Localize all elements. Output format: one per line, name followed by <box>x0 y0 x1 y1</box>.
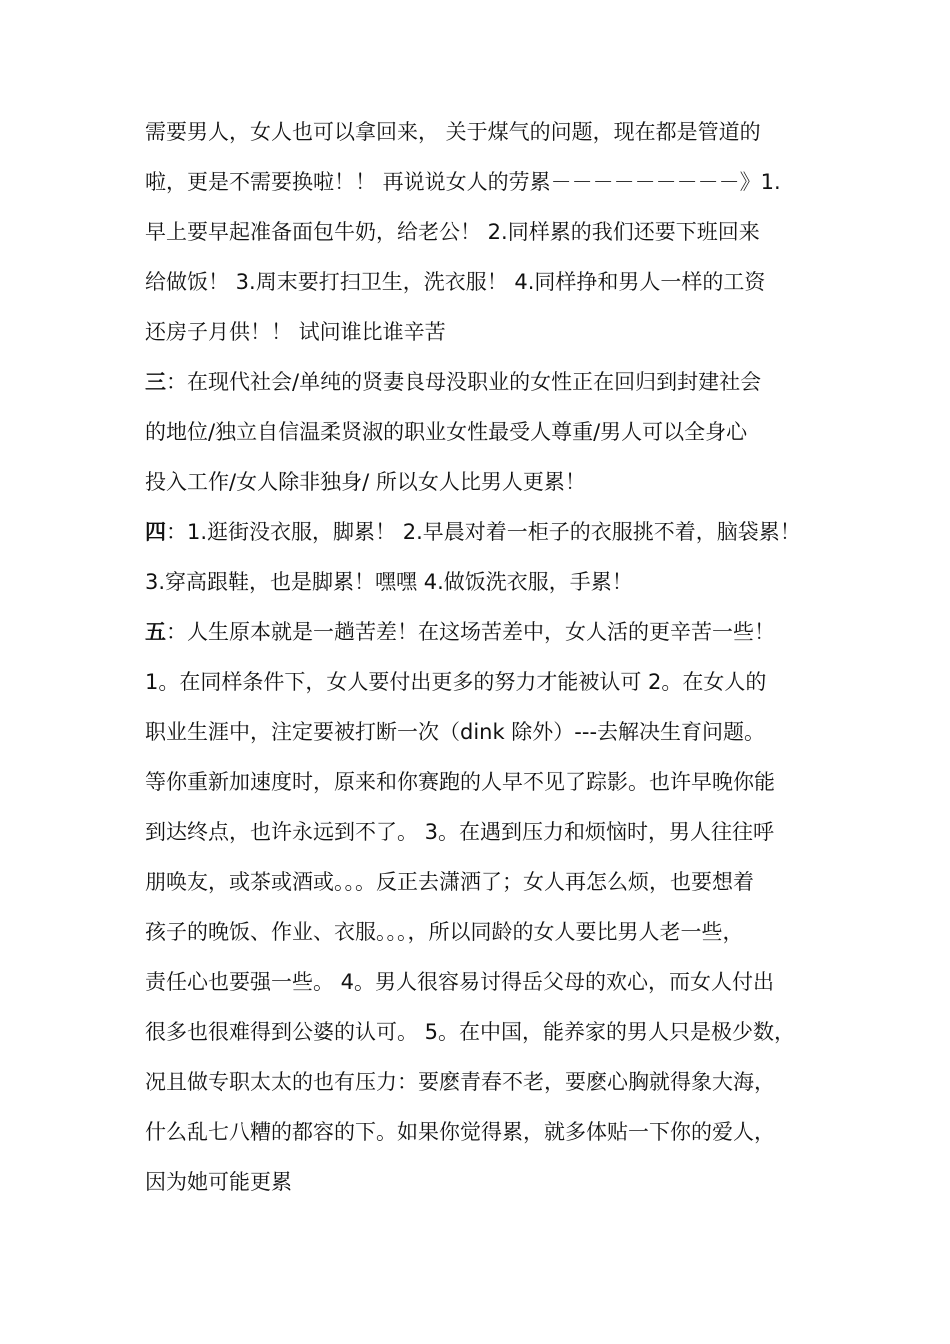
paragraph-five-first-line <box>145 607 825 657</box>
text-line: 责任心也要强一些。 4。男人很容易讨得岳父母的欢心，而女人付出 <box>145 970 775 994</box>
paragraph-label-three: 三 <box>145 370 166 394</box>
text-line: 需要男人，女人也可以拿回来， 关于煤气的问题，现在都是管道的 <box>145 120 761 144</box>
text-line: ：人生原本就是一趟苦差！在这场苦差中，女人活的更辛苦一些！ <box>166 620 775 644</box>
paragraph-four-first-line <box>145 507 825 557</box>
text-line: 什么乱七八糟的都容的下。如果你觉得累，就多体贴一下你的爱人， <box>145 1120 775 1144</box>
paragraph-label-five: 五 <box>145 620 166 644</box>
text-line: 职业生涯中，注定要被打断一次（dink 除外）---去解决生育问题。 <box>145 720 766 744</box>
text-line: 早上要早起准备面包牛奶，给老公！ 2.同样累的我们还要下班回来 <box>145 220 760 244</box>
text-line: 朋唤友，或茶或酒或。。。反正去潇洒了；女人再怎么烦，也要想着 <box>145 870 754 894</box>
text-line: 3.穿高跟鞋，也是脚累！嘿嘿 4.做饭洗衣服，手累！ <box>145 570 633 594</box>
text-line: ：在现代社会/单纯的贤妻良母没职业的女性正在回归到封建社会 <box>166 370 762 394</box>
text-line: 投入工作/女人除非独身/ 所以女人比男人更累！ <box>145 470 586 494</box>
paragraph-three-first-line <box>145 357 825 407</box>
text-line: ：1.逛街没衣服，脚累！ 2.早晨对着一柜子的衣服挑不着，脑袋累！ <box>166 520 801 544</box>
text-line: 很多也很难得到公婆的认可。 5。在中国，能养家的男人只是极少数， <box>145 1020 796 1044</box>
text-line: 孩子的晚饭、作业、衣服。。。，所以同龄的女人要比男人老一些， <box>145 920 744 944</box>
text-line: 还房子月供！！ 试问谁比谁辛苦 <box>145 320 446 344</box>
text-line: 到达终点，也许永远到不了。 3。在遇到压力和烦恼时，男人往往呼 <box>145 820 775 844</box>
text-line: 况且做专职太太的也有压力：要麽青春不老，要麽心胸就得象大海， <box>145 1070 775 1094</box>
paragraph-label-four: 四 <box>145 520 166 544</box>
text-line: 的地位/独立自信温柔贤淑的职业女性最受人尊重/男人可以全身心 <box>145 420 748 444</box>
text-line: 等你重新加速度时，原来和你赛跑的人早不见了踪影。也许早晚你能 <box>145 770 775 794</box>
document-body <box>145 107 825 1207</box>
text-line: 给做饭！ 3.周末要打扫卫生，洗衣服！ 4.同样挣和男人一样的工资 <box>145 270 766 294</box>
text-line: 因为她可能更累 <box>145 1170 292 1194</box>
text-line: 1。在同样条件下，女人要付出更多的努力才能被认可 2。在女人的 <box>145 670 767 694</box>
text-line: 啦，更是不需要换啦！！ 再说说女人的劳累－－－－－－－－－》1. <box>145 170 781 194</box>
